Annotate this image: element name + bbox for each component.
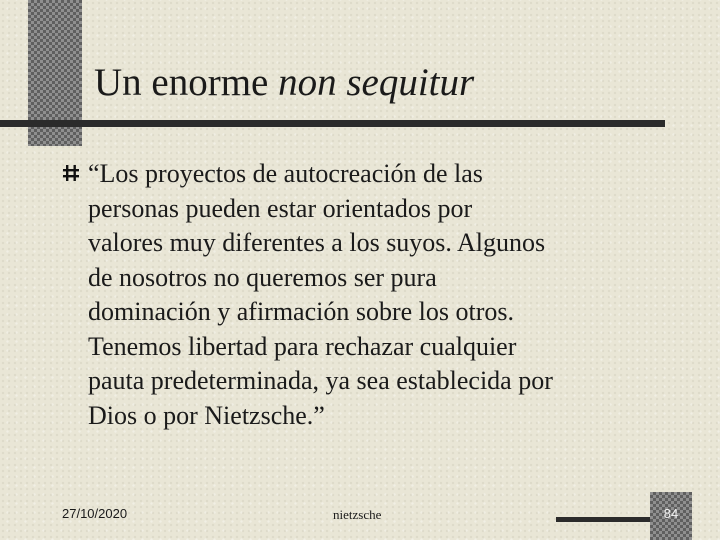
footer-rule — [556, 517, 650, 522]
footer-title: nietzsche — [333, 507, 382, 522]
slide-title — [94, 60, 474, 106]
slide-title-plain: Un enorme — [94, 61, 279, 104]
slide-title-italic: non sequitur — [278, 61, 475, 104]
title-underline — [0, 120, 665, 127]
quote-text: “Los proyectos de autocreación de las personas pueden estar orientados por valores muy diferentes a los suyos. Algunos de nosotros no queremos ser pura dominación y afirmación sobre los otros. Tenemos libertad para rechazar cualquier pauta predeterminada, ya sea establecida por Dios o por Nietzsche.” — [88, 159, 553, 430]
footer-date: 27/10/2020 — [62, 506, 128, 521]
hash-bullet-icon — [62, 164, 80, 182]
page-number: 84 — [663, 506, 679, 521]
